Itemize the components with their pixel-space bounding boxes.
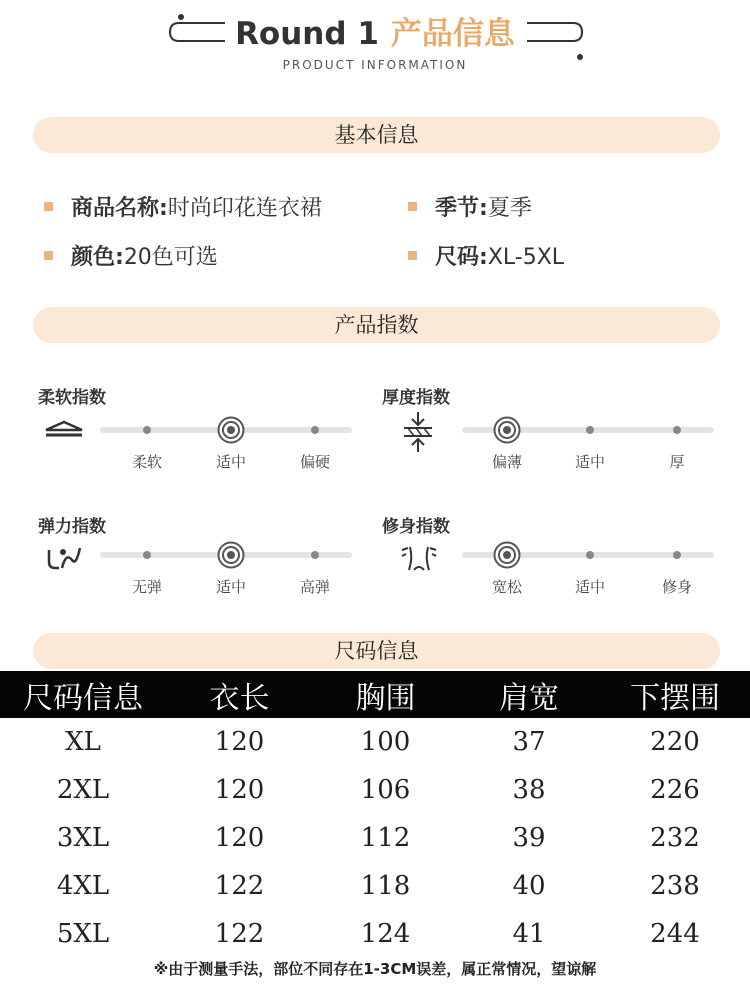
cell-length: 122 (214, 871, 265, 901)
column-header-shoulder: 肩宽 (458, 671, 600, 718)
table-row (0, 862, 750, 910)
cell-size: 2XL (56, 775, 110, 805)
info-product-name (44, 191, 322, 222)
page-header (0, 0, 750, 80)
elasticity-tick-none: 无弹 (131, 578, 162, 596)
column-header-bust: 胸围 (313, 671, 458, 718)
thickness-dot-thick (673, 426, 681, 434)
thickness-arrows-icon (400, 410, 436, 454)
fit-tick-loose: 宽松 (491, 578, 522, 596)
cell-size: XL (65, 727, 101, 757)
cell-bust: 106 (360, 775, 411, 805)
page-title (0, 8, 750, 53)
thickness-tick-thick: 厚 (669, 453, 685, 471)
cell-bust: 118 (360, 871, 411, 901)
cell-length: 120 (214, 727, 265, 757)
page-subtitle: PRODUCT INFORMATION (282, 58, 468, 72)
thickness-selected-marker (493, 416, 521, 444)
softness-tick-hard: 偏硬 (299, 453, 330, 471)
info-value: XL-5XL (487, 245, 565, 270)
title-english: Round 1 (235, 16, 379, 52)
cell-length: 120 (214, 775, 265, 805)
elasticity-dot-high (311, 551, 319, 559)
info-key: 商品名称: (71, 196, 168, 221)
column-header-length: 衣长 (166, 671, 313, 718)
column-header-hem: 下摆围 (600, 671, 750, 718)
info-season (408, 191, 532, 222)
elasticity-dot-none (143, 551, 151, 559)
cell-size: 5XL (56, 919, 110, 949)
elasticity-selected-marker (217, 541, 245, 569)
column-header-size: 尺码信息 (0, 671, 166, 718)
info-key: 颜色: (71, 245, 124, 270)
thickness-label: 厚度指数 (382, 388, 450, 408)
fit-body-icon (398, 544, 440, 574)
stretch-icon (46, 544, 82, 572)
cell-shoulder: 38 (512, 775, 546, 805)
shoe-sole-icon (44, 420, 84, 440)
table-row (0, 766, 750, 814)
size-table (0, 671, 750, 958)
size-table-header-row (0, 671, 750, 718)
info-key: 季节: (435, 196, 488, 221)
cell-shoulder: 37 (512, 727, 546, 757)
bullet-icon (408, 202, 417, 211)
fit-tick-medium: 适中 (574, 578, 605, 596)
cell-shoulder: 40 (512, 871, 546, 901)
cell-hem: 244 (650, 919, 700, 949)
elasticity-label: 弹力指数 (38, 517, 106, 537)
elasticity-tick-high: 高弹 (299, 578, 330, 596)
cell-hem: 238 (650, 871, 700, 901)
cell-bust: 112 (360, 823, 411, 853)
cell-bust: 124 (360, 919, 411, 949)
fit-label: 修身指数 (382, 517, 450, 537)
bullet-icon (44, 251, 53, 260)
cell-size: 4XL (56, 871, 110, 901)
info-color (44, 240, 218, 271)
info-value: 时尚印花连衣裙 (167, 196, 322, 221)
cell-length: 122 (214, 919, 265, 949)
info-key: 尺码: (435, 245, 488, 270)
fit-dot-medium (586, 551, 594, 559)
bullet-icon (408, 251, 417, 260)
softness-label: 柔软指数 (38, 388, 106, 408)
section-product-index: 产品指数 (33, 307, 720, 343)
softness-selected-marker (217, 416, 245, 444)
section-size-info: 尺码信息 (33, 633, 720, 669)
cell-hem: 220 (650, 727, 700, 757)
softness-dot-hard (311, 426, 319, 434)
fit-dot-slim (673, 551, 681, 559)
cell-hem: 232 (650, 823, 700, 853)
thickness-tick-medium: 适中 (574, 453, 605, 471)
softness-tick-medium: 适中 (215, 453, 246, 471)
thickness-tick-thin: 偏薄 (491, 453, 522, 471)
info-value: 夏季 (487, 196, 532, 221)
thickness-dot-medium (586, 426, 594, 434)
cell-bust: 100 (360, 727, 411, 757)
right-ornament-icon (525, 14, 587, 64)
elasticity-tick-medium: 适中 (215, 578, 246, 596)
measurement-note: ※由于测量手法，部位不同存在1-3CM误差，属正常情况，望谅解 (153, 960, 597, 978)
softness-tick-soft: 柔软 (131, 453, 162, 471)
cell-hem: 226 (650, 775, 700, 805)
table-row (0, 910, 750, 958)
section-basic-info: 基本信息 (33, 117, 720, 153)
table-row (0, 814, 750, 862)
table-row (0, 718, 750, 766)
info-size (408, 240, 564, 271)
softness-dot-soft (143, 426, 151, 434)
fit-tick-slim: 修身 (661, 578, 692, 596)
cell-shoulder: 39 (512, 823, 546, 853)
cell-size: 3XL (56, 823, 110, 853)
cell-length: 120 (214, 823, 265, 853)
bullet-icon (44, 202, 53, 211)
cell-shoulder: 41 (512, 919, 546, 949)
fit-selected-marker (493, 541, 521, 569)
info-value: 20色可选 (123, 245, 218, 270)
title-chinese: 产品信息 (390, 16, 515, 52)
